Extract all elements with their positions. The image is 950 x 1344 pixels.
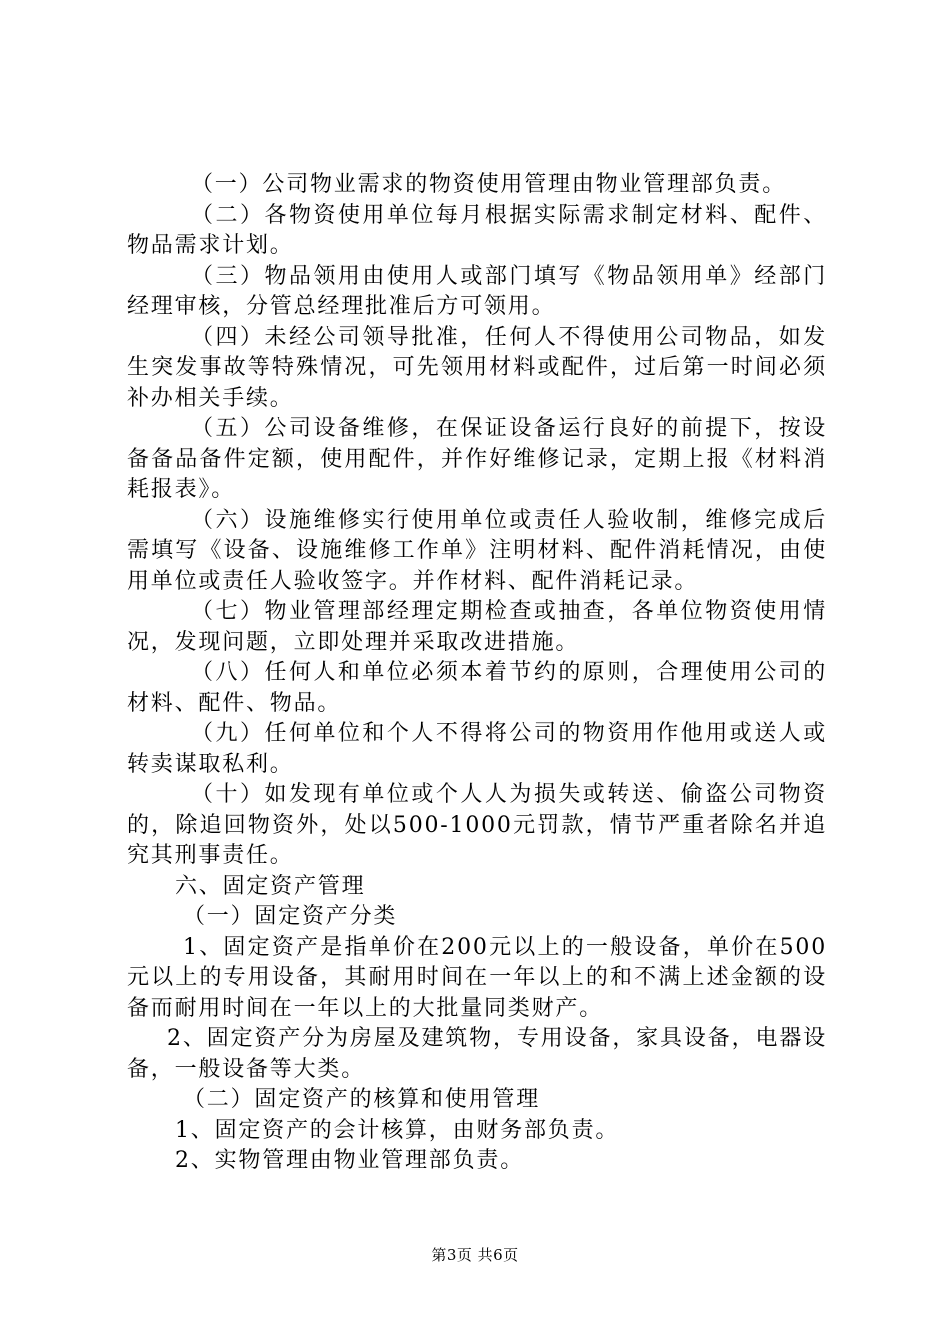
paragraph-9: （九）任何单位和个人不得将公司的物资用作他用或送人或转卖谋取私利。 [127, 721, 827, 777]
paragraph-7: （七）物业管理部经理定期检查或抽查，各单位物资使用情况，发现问题，立即处理并采取改进措施。 [127, 599, 827, 655]
paragraph-3: （三）物品领用由使用人或部门填写《物品领用单》经部门经理审核，分管总经理批准后方可领用。 [127, 263, 827, 319]
paragraph-8: （八）任何人和单位必须本着节约的原则，合理使用公司的材料、配件、物品。 [127, 660, 827, 716]
subsection-heading-1: （一）固定资产分类 [183, 904, 398, 929]
paragraph-4: （四）未经公司领导批准，任何人不得使用公司物品，如发生突发事故等特殊情况，可先领用材料或配件，过后第一时间必须补办相关手续。 [127, 324, 827, 411]
paragraph-11: 1、固定资产是指单价在200元以上的一般设备，单价在500元以上的专用设备，其耐用时间在一年以上的和不满上述金额的设备而耐用时间在一年以上的大批量同类财产。 [127, 934, 827, 1021]
paragraph-2: （二）各物资使用单位每月根据实际需求制定材料、配件、物品需求计划。 [127, 202, 827, 258]
section-heading: 六、固定资产管理 [175, 873, 366, 899]
paragraph-5: （五）公司设备维修，在保证设备运行良好的前提下，按设备备品备件定额，使用配件，并作好维修记录，定期上报《材料消耗报表》。 [127, 416, 827, 502]
paragraph-13: 1、固定资产的会计核算，由财务部负责。 [175, 1117, 620, 1143]
paragraph-1: （一）公司物业需求的物资使用管理由物业管理部负责。 [191, 172, 787, 197]
paragraph-12: 2、固定资产分为房屋及建筑物，专用设备，家具设备，电器设备，一般设备等大类。 [127, 1026, 827, 1082]
paragraph-10: （十）如发现有单位或个人人为损失或转送、偷盗公司物资的，除追回物资外，处以500-1000元罚款，情节严重者除名并追究其刑事责任。 [127, 782, 827, 868]
page-footer: 第3页 共6页 [431, 1246, 519, 1264]
subsection-heading-2: （二）固定资产的核算和使用管理 [183, 1087, 541, 1112]
paragraph-6: （六）设施维修实行使用单位或责任人验收制，维修完成后需填写《设备、设施维修工作单》注明材料、配件消耗情况，由使用单位或责任人验收签字。并作材料、配件消耗记录。 [127, 507, 827, 594]
paragraph-14: 2、实物管理由物业管理部负责。 [175, 1148, 524, 1173]
document-body [127, 170, 827, 1177]
